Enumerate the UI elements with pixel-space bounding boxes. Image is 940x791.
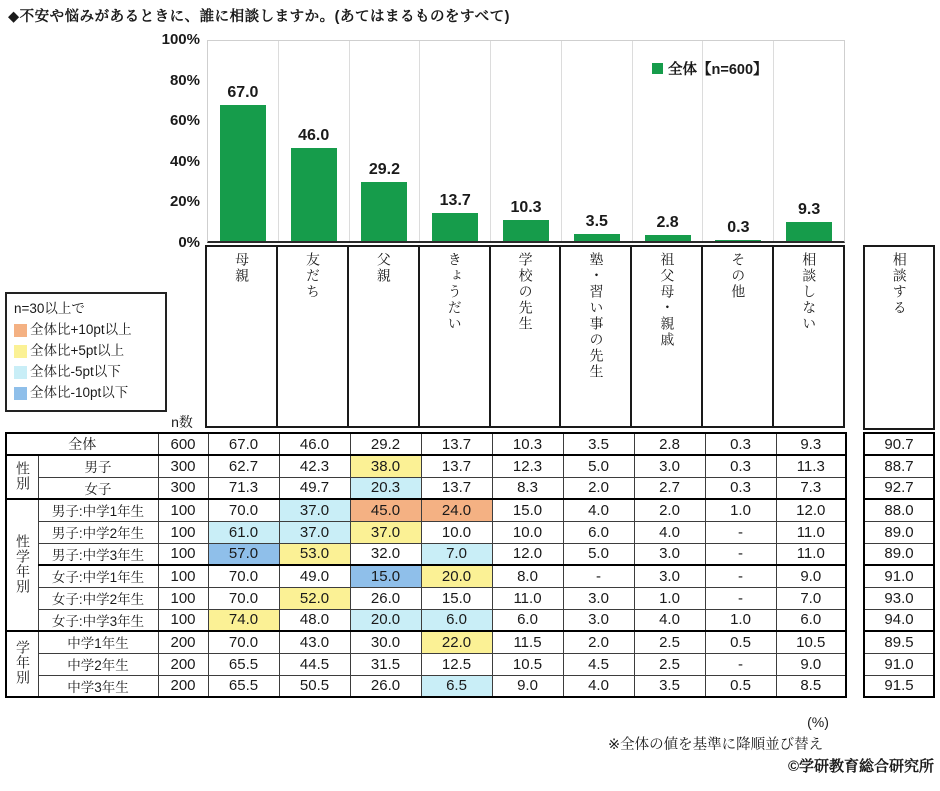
data-cell: 52.0 [279, 587, 350, 609]
chart-column [774, 41, 844, 241]
category-header-cell [773, 246, 844, 427]
data-cell: 4.5 [563, 653, 634, 675]
data-cell: 0.3 [705, 477, 776, 499]
chart-legend [652, 58, 768, 79]
data-cell: 22.0 [421, 631, 492, 653]
category-label: 友だち [305, 252, 321, 300]
data-cell: 12.3 [492, 455, 563, 477]
bar-value-label: 67.0 [227, 84, 259, 101]
row-label: 中学1年生 [38, 631, 158, 653]
threshold-legend [5, 292, 167, 412]
data-cell: 0.5 [705, 675, 776, 697]
data-cell: 30.0 [350, 631, 421, 653]
row-label: 男子:中学2年生 [38, 521, 158, 543]
data-cell: 1.0 [634, 587, 705, 609]
consult-value-cell: 88.7 [864, 455, 934, 477]
row-label: 全体 [6, 433, 158, 455]
category-label: 学校の先生 [517, 252, 534, 332]
category-label: 相談しない [801, 252, 818, 332]
data-cell: - [705, 653, 776, 675]
data-cell: 44.5 [279, 653, 350, 675]
data-cell: 37.0 [279, 521, 350, 543]
data-cell: 70.0 [208, 587, 279, 609]
data-cell: 3.0 [563, 587, 634, 609]
bar [715, 240, 761, 241]
data-cell: 20.0 [350, 609, 421, 631]
n-count-cell: 600 [158, 433, 208, 455]
data-cell: 49.7 [279, 477, 350, 499]
data-cell: 24.0 [421, 499, 492, 521]
data-cell: 61.0 [208, 521, 279, 543]
data-cell: 1.0 [705, 499, 776, 521]
data-cell: 48.0 [279, 609, 350, 631]
bar-value-label: 2.8 [656, 214, 679, 232]
data-cell: 15.0 [350, 565, 421, 587]
copyright: ©学研教育総合研究所 [787, 758, 934, 775]
data-cell: 49.0 [279, 565, 350, 587]
data-cell: 2.7 [634, 477, 705, 499]
data-cell: 3.5 [563, 433, 634, 455]
y-axis-tick: 80% [169, 71, 200, 89]
bar-value-label: 10.3 [510, 199, 542, 217]
data-cell: 11.0 [492, 587, 563, 609]
n-count-cell: 200 [158, 631, 208, 653]
category-header-cell [277, 246, 348, 427]
data-cell: 45.0 [350, 499, 421, 521]
data-cell: 26.0 [350, 587, 421, 609]
consult-value-cell: 90.7 [864, 433, 934, 455]
data-cell: 46.0 [279, 433, 350, 455]
data-cell: 7.0 [776, 587, 846, 609]
data-cell: 3.0 [563, 609, 634, 631]
category-label: 塾・習い事の先生 [588, 252, 605, 380]
data-cell: 2.0 [563, 631, 634, 653]
data-cell: - [705, 587, 776, 609]
data-cell: 9.0 [776, 653, 846, 675]
data-cell: 12.5 [421, 653, 492, 675]
data-cell: 3.0 [634, 543, 705, 565]
data-cell: 11.5 [492, 631, 563, 653]
data-cell: 20.0 [421, 565, 492, 587]
category-header-cell [348, 246, 419, 427]
data-cell: 7.3 [776, 477, 846, 499]
category-label: 父親 [375, 252, 392, 284]
row-label: 男子:中学1年生 [38, 499, 158, 521]
data-cell: 6.0 [492, 609, 563, 631]
data-cell: 37.0 [279, 499, 350, 521]
threshold-legend-item [14, 383, 158, 404]
y-axis-tick: 100% [161, 31, 200, 48]
row-label: 男子:中学3年生 [38, 543, 158, 565]
row-label: 男子 [38, 455, 158, 477]
category-header-cell [419, 246, 490, 427]
data-cell: 10.3 [492, 433, 563, 455]
row-group-label: 学年別 [6, 631, 38, 697]
data-cell: 2.0 [634, 499, 705, 521]
data-cell: 67.0 [208, 433, 279, 455]
threshold-legend-item [14, 320, 158, 341]
y-axis-tick: 0% [178, 234, 200, 251]
data-cell: 11.3 [776, 455, 846, 477]
consult-value-cell: 89.5 [864, 631, 934, 653]
threshold-legend-item [14, 362, 158, 383]
data-cell: 38.0 [350, 455, 421, 477]
data-cell: 4.0 [563, 675, 634, 697]
bar-value-label: 46.0 [298, 126, 330, 144]
data-cell: 2.5 [634, 631, 705, 653]
data-cell: 37.0 [350, 521, 421, 543]
data-cell: 10.5 [492, 653, 563, 675]
row-label: 女子:中学1年生 [38, 565, 158, 587]
data-cell: 0.3 [705, 433, 776, 455]
threshold-legend-item-label: 全体比+10pt以上 [30, 321, 132, 337]
data-cell: 8.3 [492, 477, 563, 499]
percent-unit-label: (%) [807, 714, 829, 730]
chart-column [350, 41, 421, 241]
bar [291, 148, 337, 241]
consult-value-cell: 93.0 [864, 587, 934, 609]
row-group-label: 性別 [6, 455, 38, 499]
data-cell: 50.5 [279, 675, 350, 697]
n-count-cell: 300 [158, 455, 208, 477]
data-cell: 9.0 [776, 565, 846, 587]
consult-value-cell: 89.0 [864, 521, 934, 543]
consult-value-cell: 88.0 [864, 499, 934, 521]
data-cell: 65.5 [208, 675, 279, 697]
row-label: 中学2年生 [38, 653, 158, 675]
data-cell: 15.0 [492, 499, 563, 521]
data-cell: 70.0 [208, 565, 279, 587]
data-cell: 6.5 [421, 675, 492, 697]
n-count-cell: 100 [158, 521, 208, 543]
data-cell: 15.0 [421, 587, 492, 609]
data-cell: 9.0 [492, 675, 563, 697]
n-count-cell: 100 [158, 587, 208, 609]
data-cell: 4.0 [634, 521, 705, 543]
legend-swatch-icon [652, 63, 663, 74]
consult-value-cell: 89.0 [864, 543, 934, 565]
bar [574, 234, 620, 241]
row-label: 女子:中学2年生 [38, 587, 158, 609]
data-cell: 13.7 [421, 477, 492, 499]
data-cell: 1.0 [705, 609, 776, 631]
category-label: その他 [730, 252, 747, 300]
data-cell: 4.0 [563, 499, 634, 521]
category-header-cell [702, 246, 773, 427]
y-axis-tick: 60% [169, 112, 200, 130]
consult-value-cell: 91.0 [864, 653, 934, 675]
data-cell: 70.0 [208, 499, 279, 521]
data-cell: 2.5 [634, 653, 705, 675]
bar [645, 235, 691, 241]
category-label: 母親 [234, 252, 251, 284]
data-cell: 6.0 [776, 609, 846, 631]
threshold-legend-item-label: 全体比-10pt以下 [30, 384, 129, 400]
data-cell: 31.5 [350, 653, 421, 675]
data-cell: 4.0 [634, 609, 705, 631]
data-cell: 10.5 [776, 631, 846, 653]
legend-label: 全体【n=600】 [668, 62, 768, 78]
data-cell: 10.0 [492, 521, 563, 543]
bar-value-label: 13.7 [439, 192, 471, 210]
data-cell: 12.0 [492, 543, 563, 565]
row-label: 中学3年生 [38, 675, 158, 697]
bar [361, 182, 407, 241]
category-header-cell [490, 246, 561, 427]
threshold-legend-item-label: 全体比-5pt以下 [30, 363, 121, 379]
bar-value-label: 29.2 [368, 160, 401, 178]
data-cell: 13.7 [421, 433, 492, 455]
color-swatch-icon [14, 366, 27, 379]
n-count-header: n数 [171, 414, 193, 430]
data-cell: 5.0 [563, 455, 634, 477]
category-header-cell [631, 246, 702, 427]
data-cell: 10.0 [421, 521, 492, 543]
chart-column [562, 41, 633, 241]
data-cell: 12.0 [776, 499, 846, 521]
threshold-legend-item-label: 全体比+5pt以上 [30, 342, 125, 358]
data-cell: 32.0 [350, 543, 421, 565]
consult-header-cell [863, 245, 935, 430]
data-cell: 29.2 [350, 433, 421, 455]
data-cell: 3.0 [634, 455, 705, 477]
data-cell: 62.7 [208, 455, 279, 477]
category-header-cell [560, 246, 631, 427]
color-swatch-icon [14, 345, 27, 358]
y-axis-tick: 20% [169, 193, 200, 211]
data-cell: 6.0 [421, 609, 492, 631]
data-cell: 2.0 [563, 477, 634, 499]
data-cell: 0.3 [705, 455, 776, 477]
bar-value-label: 0.3 [727, 219, 750, 237]
chart-column [420, 41, 491, 241]
category-header-cell [206, 246, 277, 427]
data-cell: 5.0 [563, 543, 634, 565]
data-cell: 9.3 [776, 433, 846, 455]
data-cell: 42.3 [279, 455, 350, 477]
consult-value-cell: 94.0 [864, 609, 934, 631]
data-cell: 57.0 [208, 543, 279, 565]
bar [432, 213, 478, 241]
data-cell: 2.8 [634, 433, 705, 455]
bar-value-label: 3.5 [585, 212, 608, 230]
data-cell: 65.5 [208, 653, 279, 675]
data-cell: 11.0 [776, 543, 846, 565]
data-cell: 71.3 [208, 477, 279, 499]
n-count-cell: 200 [158, 675, 208, 697]
category-label: 祖父母・親戚 [659, 252, 676, 348]
n-count-cell: 100 [158, 609, 208, 631]
data-cell: 8.0 [492, 565, 563, 587]
data-cell: - [705, 521, 776, 543]
bar [220, 105, 266, 241]
consult-table [863, 432, 935, 698]
chart-column [208, 41, 279, 241]
data-cell: 3.0 [634, 565, 705, 587]
consult-header-label: 相談する [891, 252, 908, 316]
page-title: ◆不安や悩みがあるときに、誰に相談しますか。(あてはまるものをすべて) [8, 9, 511, 25]
data-cell: 53.0 [279, 543, 350, 565]
row-label: 女子 [38, 477, 158, 499]
n-count-cell: 100 [158, 565, 208, 587]
bar-value-label: 9.3 [798, 201, 821, 219]
y-axis-tick: 40% [169, 152, 200, 170]
color-swatch-icon [14, 324, 27, 337]
n-count-cell: 200 [158, 653, 208, 675]
data-table [5, 432, 847, 698]
data-cell: 6.0 [563, 521, 634, 543]
data-cell: 13.7 [421, 455, 492, 477]
data-cell: 11.0 [776, 521, 846, 543]
consult-value-cell: 92.7 [864, 477, 934, 499]
color-swatch-icon [14, 387, 27, 400]
chart-column [279, 41, 350, 241]
data-cell: - [705, 543, 776, 565]
threshold-legend-heading: n=30以上で [14, 301, 85, 316]
row-group-label: 性学年別 [6, 499, 38, 631]
consult-value-cell: 91.5 [864, 675, 934, 697]
data-cell: 3.5 [634, 675, 705, 697]
data-cell: 0.5 [705, 631, 776, 653]
chart-column [491, 41, 562, 241]
data-cell: 43.0 [279, 631, 350, 653]
row-label: 女子:中学3年生 [38, 609, 158, 631]
sort-note: ※全体の値を基準に降順並び替え [608, 737, 824, 753]
threshold-legend-item [14, 341, 158, 362]
n-count-cell: 300 [158, 477, 208, 499]
data-cell: - [563, 565, 634, 587]
n-count-cell: 100 [158, 543, 208, 565]
category-header-row [205, 245, 845, 428]
data-cell: - [705, 565, 776, 587]
data-cell: 26.0 [350, 675, 421, 697]
category-label: きょうだい [446, 252, 463, 332]
data-cell: 20.3 [350, 477, 421, 499]
bar [503, 220, 549, 241]
data-cell: 70.0 [208, 631, 279, 653]
data-cell: 8.5 [776, 675, 846, 697]
consult-value-cell: 91.0 [864, 565, 934, 587]
bar [786, 222, 832, 241]
data-cell: 74.0 [208, 609, 279, 631]
n-count-cell: 100 [158, 499, 208, 521]
data-cell: 7.0 [421, 543, 492, 565]
